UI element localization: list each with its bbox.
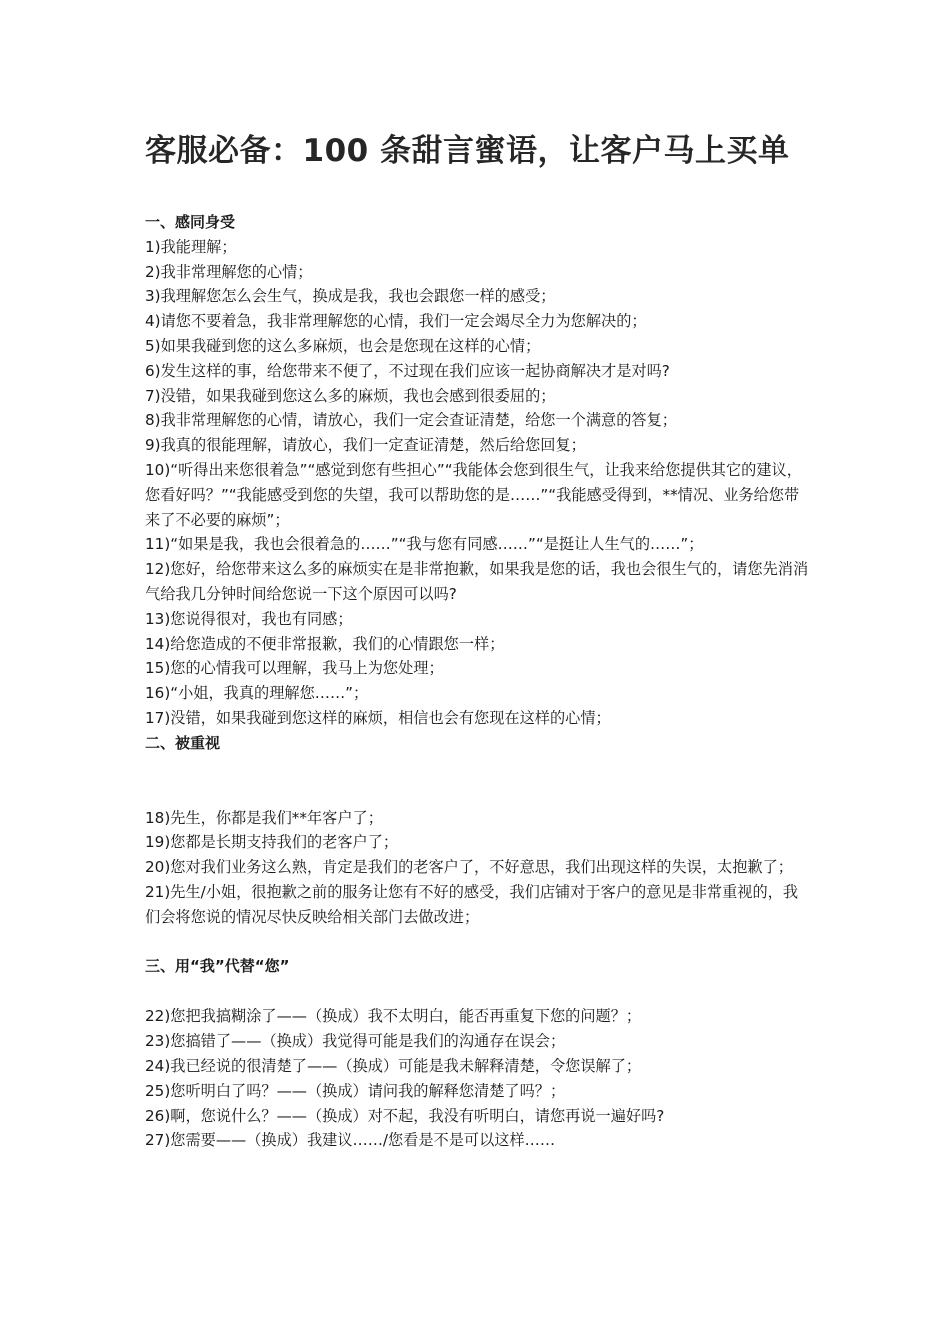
list-item: 26)啊，您说什么？——（换成）对不起，我没有听明白，请您再说一遍好吗? — [145, 1106, 665, 1125]
list-item: 16)“小姐，我真的理解您……”； — [145, 684, 369, 703]
list-item: 5)如果我碰到您的这么多麻烦，也会是您现在这样的心情； — [145, 336, 541, 355]
list-item: 24)我已经说的很清楚了——（换成）可能是我未解释清楚，令您误解了； — [145, 1056, 642, 1075]
list-item: 12)您好，给您带来这么多的麻烦实在是非常抱歉，如果我是您的话，我也会很生气的，请您先消消气给我几分钟时间给您说一下这个原因可以吗? — [145, 560, 809, 603]
list-item: 7)没错，如果我碰到您这么多的麻烦，我也会感到很委屈的； — [145, 386, 556, 405]
list-item: 19)您都是长期支持我们的老客户了； — [145, 833, 399, 852]
list-item: 25)您听明白了吗？——（换成）请问我的解释您清楚了吗？； — [145, 1081, 566, 1100]
list-item: 17)没错，如果我碰到您这样的麻烦，相信也会有您现在这样的心情； — [145, 708, 611, 727]
list-item: 22)您把我搞糊涂了——（换成）我不太明白，能否再重复下您的问题？； — [145, 1007, 642, 1026]
section-valued — [145, 731, 809, 930]
list-item: 1)我能理解； — [145, 237, 237, 256]
list-item: 11)“如果是我，我也会很着急的……”“我与您有同感……”“是挺让人生气的……”； — [145, 535, 704, 554]
list-item: 9)我真的很能理解，请放心，我们一定查证清楚，然后给您回复； — [145, 436, 586, 455]
list-item: 21)先生/小姐，很抱歉之前的服务让您有不好的感受，我们店铺对于客户的意见是非常重视的，我们会将您说的情况尽快反映给相关部门去做改进； — [145, 882, 799, 926]
list-item: 20)您对我们业务这么熟，肯定是我们的老客户了，不好意思，我们出现这样的失误，太抱歉了； — [145, 858, 793, 877]
list-item: 14)给您造成的不便非常报歉，我们的心情跟您一样； — [145, 634, 505, 653]
document-title: 客服必备：100 条甜言蜜语，让客户马上买单 — [145, 133, 790, 169]
list-item: 23)您搞错了——（换成）我觉得可能是我们的沟通存在误会； — [145, 1032, 566, 1051]
section-empathy — [145, 210, 809, 731]
section-heading: 二、被重视 — [145, 733, 221, 752]
section-heading: 一、感同身受 — [145, 213, 236, 231]
list-item: 4)请您不要着急，我非常理解您的心情，我们一定会竭尽全力为您解决的； — [145, 312, 647, 331]
section-heading: 三、用“我”代替“您” — [145, 956, 290, 975]
list-item: 8)我非常理解您的心情，请放心，我们一定会查证清楚，给您一个满意的答复； — [145, 411, 677, 430]
list-item: 10)“听得出来您很着急”“感觉到您有些担心”“我能体会您到很生气，让我来给您提供其它的建议，您看好吗？”“我能感受到您的失望，我可以帮助您的是……”“我能感受得到，**情况、业务给您带来了不必要的麻烦”； — [145, 460, 802, 529]
list-item: 13)您说得很对，我也有同感； — [145, 609, 353, 628]
document-page — [145, 128, 809, 1153]
list-item: 18)先生，你都是我们**年客户了； — [145, 808, 383, 827]
list-item: 3)我理解您怎么会生气，换成是我，我也会跟您一样的感受； — [145, 287, 556, 306]
list-item: 15)您的心情我可以理解，我马上为您处理； — [145, 659, 444, 678]
list-item: 6)发生这样的事，给您带来不便了，不过现在我们应该一起协商解决才是对吗? — [145, 361, 670, 380]
list-item: 2)我非常理解您的心情； — [145, 262, 313, 281]
section-use-i-instead-of-you — [145, 954, 809, 1154]
list-item: 27)您需要——（换成）我建议……/您看是不是可以这样…… — [145, 1131, 556, 1150]
